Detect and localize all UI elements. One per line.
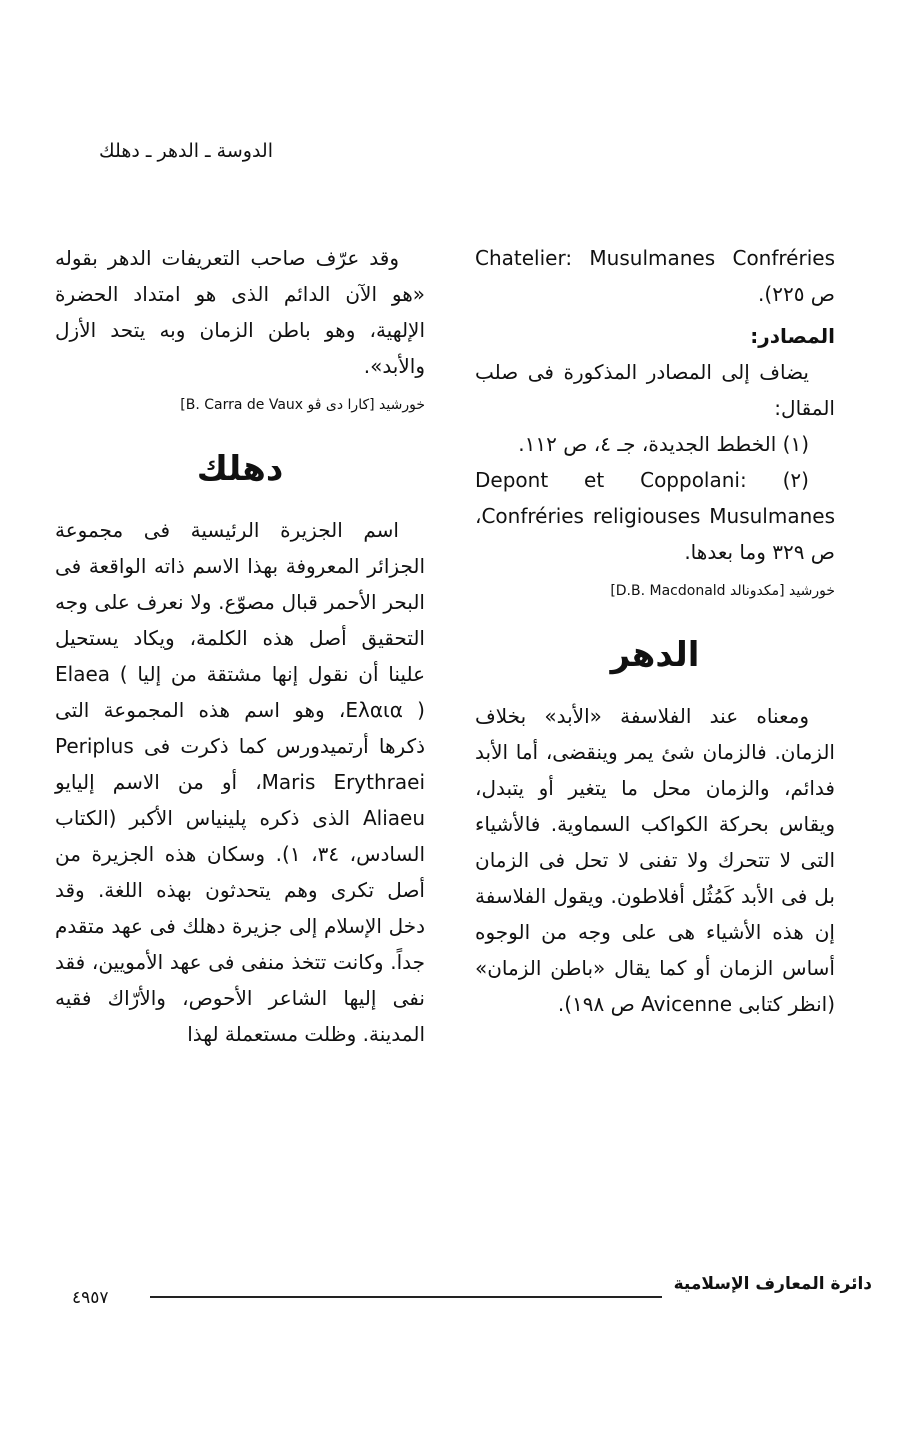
footer-rule — [150, 1296, 662, 1298]
source-item-2: (٢) Depont et Coppolani: Confréries religiouses Musulmanes، ص ٣٢٩ وما بعدها. — [475, 468, 835, 564]
article-body-dahlak: اسم الجزيرة الرئيسية فى مجموعة الجزائر المعروفة بهذا الاسم ذاته الواقعة فى البحر الأحمر قبال مصوّع. ولا نعرف على وجه التحقيق أصل هذه الكلمة، ويكاد يستحيل علينا أن نقول إنها مشتقة من إليا Elaea ( Ελαια )، وهو اسم هذه المجموعة التى ذكرها أرتميدورس كما ذكرت فى Periplus Maris Erythraei، أو من الاسم إليايو Aliaeu الذى ذكره پلينياس الأكبر (الكتاب السادس، ٣٤، ١). وسكان هذه الجزيرة من أصل تكرى وهم يتحدثون بهذه اللغة. وقد دخل الإسلام إلى جزيرة دهلك فى عهد متقدم جداً. وكانت تتخذ منفى فى عهد الأمويين، فقد نفى إليها الشاعر الأحوص، والأرّاك فقيه المدينة. وظلت مستعملة لهذا — [55, 518, 426, 1046]
author-signature: خورشيد [كارا دى ڤو B. Carra de Vaux] — [180, 397, 425, 413]
page-footer — [72, 1274, 872, 1314]
right-column — [475, 240, 835, 1022]
continuation-paragraph: وقد عرّف صاحب التعريفات الدهر بقوله «هو الآن الدائم الذى هو امتداد الحضرة الإلهية، وهو باطن الزمان وبه يتحد الأزل والأبد». — [55, 246, 425, 378]
sources-heading: المصادر: — [750, 324, 835, 348]
sources-intro: يضاف إلى المصادر المذكورة فى صلب المقال: — [475, 360, 835, 420]
left-column — [55, 240, 425, 1052]
author-signature: خورشيد [مكدونالد D.B. Macdonald] — [610, 583, 835, 599]
encyclopedia-name: دائرة المعارف الإسلامية — [673, 1274, 872, 1294]
article-body-dahr: ومعناه عند الفلاسفة «الأبد» بخلاف الزمان. فالزمان شئ يمر وينقضى، أما الأبد فدائم، والزمان محل ما يتغير أو يتبدل، ويقاس بحركة الكواكب السماوية. فالأشياء التى لا تتحرك ولا تفنى لا تحل فى الزمان بل فى الأبد كَمُثُل أفلاطون. ويقول الفلاسفة إن هذه الأشياء هى على وجه من الوجوه أساس الزمان أو كما يقال «باطن الزمان» (انظر كتابى Avicenne ص ١٩٨). — [475, 704, 835, 1016]
continuation-reference: Chatelier: Musulmanes Confréries ص ٢٢٥). — [475, 246, 835, 306]
source-item-1: (١) الخطط الجديدة، جـ ٤، ص ١١٢. — [518, 432, 809, 456]
article-title-dahlak: دهلك — [196, 449, 284, 489]
running-header: الدوسة ـ الدهر ـ دهلك — [99, 140, 273, 162]
page-number: ٤٩٥٧ — [72, 1288, 109, 1308]
article-title-dahr: الدهر — [610, 635, 700, 675]
